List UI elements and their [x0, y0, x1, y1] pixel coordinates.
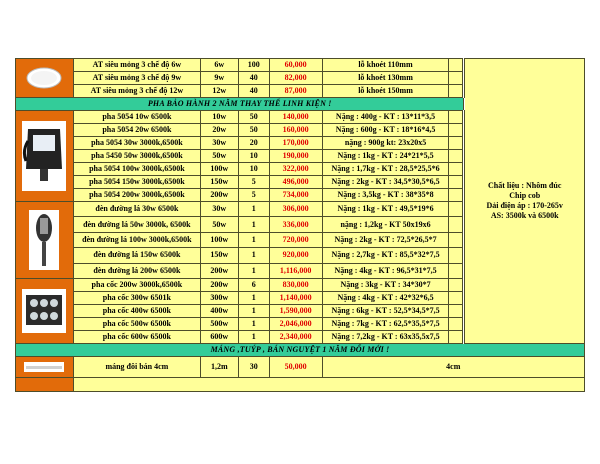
- quantity-value: 1: [238, 305, 269, 318]
- spec-description: nặng : 900g kt: 23x20x5: [322, 137, 449, 150]
- spec-description: lỗ khoét 150mm: [322, 85, 449, 98]
- price-value: 170,000: [269, 137, 322, 150]
- spec-description: lỗ khoét 110mm: [322, 59, 449, 72]
- product-name: pha cốc 600w 6500k: [73, 331, 200, 344]
- product-name: đèn đường lá 30w 6500k: [73, 202, 200, 217]
- spec-description: 4cm: [322, 357, 584, 378]
- spacer-cell: [449, 248, 464, 263]
- price-value: 1,590,000: [269, 305, 322, 318]
- quantity-value: 30: [238, 357, 269, 378]
- product-name: pha cốc 200w 3000k,6500k: [73, 279, 200, 292]
- spec-description: Nặng : 2kg - KT : 34,5*30,5*6,5: [322, 176, 449, 189]
- product-image-floodlight: [16, 111, 74, 202]
- product-name: pha 5054 10w 6500k: [73, 111, 200, 124]
- spacer-cell: [449, 111, 464, 124]
- spec-description: Nặng : 600g - KT : 18*16*4,5: [322, 124, 449, 137]
- price-value: 82,000: [269, 72, 322, 85]
- price-value: 1,140,000: [269, 292, 322, 305]
- quantity-value: 5: [238, 189, 269, 202]
- spec-description: Nặng : 3,5kg - KT : 38*35*8: [322, 189, 449, 202]
- product-name: pha cốc 300w 6501k: [73, 292, 200, 305]
- spacer-cell: [449, 163, 464, 176]
- price-value: 50,000: [269, 357, 322, 378]
- power-value: 9w: [200, 72, 238, 85]
- section-title: MÁNG ,TUÝP , BÁN NGUYỆT 1 NĂM ĐỔI MỚI !: [210, 345, 390, 354]
- product-name: pha cốc 400w 6500k: [73, 305, 200, 318]
- spec-description: Nặng : 2kg - KT : 72,5*26,5*7: [322, 232, 449, 247]
- empty-cell: [73, 378, 584, 392]
- section-row: [16, 344, 585, 357]
- empty-cell: [16, 378, 74, 392]
- quantity-value: 5: [238, 176, 269, 189]
- spec-description: lỗ khoét 130mm: [322, 72, 449, 85]
- price-value: 2,340,000: [269, 331, 322, 344]
- spacer-cell: [449, 232, 464, 247]
- product-image-streetlight: [16, 202, 74, 279]
- quantity-value: 1: [238, 263, 269, 278]
- spacer-cell: [449, 59, 464, 72]
- spec-description: Nặng : 6kg - KT : 52,5*34,5*7,5: [322, 305, 449, 318]
- product-name: pha 5450 50w 3000k,6500k: [73, 150, 200, 163]
- spacer-cell: [449, 331, 464, 344]
- quantity-value: 6: [238, 279, 269, 292]
- spec-description: Nặng : 400g - KT : 13*11*3,5: [322, 111, 449, 124]
- product-name: pha 5054 100w 3000k,6500k: [73, 163, 200, 176]
- price-value: 322,000: [269, 163, 322, 176]
- spec-description: Nặng : 7,2kg - KT : 63x35,5x7,5: [322, 331, 449, 344]
- spec-note-line: AS: 3500k và 6500k: [490, 211, 559, 220]
- power-value: 20w: [200, 124, 238, 137]
- spec-description: Nặng : 3kg - KT : 34*30*7: [322, 279, 449, 292]
- price-value: 496,000: [269, 176, 322, 189]
- product-image-tube: [16, 357, 74, 378]
- spacer-cell: [449, 137, 464, 150]
- product-name: đèn đường lá 200w 6500k: [73, 263, 200, 278]
- cob-floodlight-icon: [22, 289, 66, 333]
- spec-note-line: Dải điện áp : 170-265v: [486, 201, 563, 210]
- spec-description: Nặng : 1kg - KT : 24*21*5,5: [322, 150, 449, 163]
- product-name: pha cốc 500w 6500k: [73, 318, 200, 331]
- price-value: 920,000: [269, 248, 322, 263]
- power-value: 150w: [200, 176, 238, 189]
- warranty-2-years-banner: [16, 98, 464, 111]
- spacer-cell: [449, 72, 464, 85]
- power-value: 300w: [200, 292, 238, 305]
- quantity-value: 40: [238, 72, 269, 85]
- product-name: máng đôi bán 4cm: [73, 357, 200, 378]
- spec-description: Nặng : 4kg - KT : 96,5*31*7,5: [322, 263, 449, 278]
- power-value: 10w: [200, 111, 238, 124]
- spacer-cell: [449, 217, 464, 232]
- quantity-value: 1: [238, 202, 269, 217]
- table-row: [16, 59, 585, 72]
- price-value: 720,000: [269, 232, 322, 247]
- spec-note-line: Chất liệu : Nhôm đúc: [488, 181, 562, 190]
- product-name: pha 5054 30w 3000k,6500k: [73, 137, 200, 150]
- price-value: 830,000: [269, 279, 322, 292]
- floodlight-icon: [22, 121, 66, 191]
- price-value: 140,000: [269, 111, 322, 124]
- power-value: 400w: [200, 305, 238, 318]
- price-value: 2,046,000: [269, 318, 322, 331]
- product-image-cob: [16, 279, 74, 344]
- quantity-value: 1: [238, 292, 269, 305]
- quantity-value: 1: [238, 318, 269, 331]
- quantity-value: 1: [238, 331, 269, 344]
- spacer-cell: [449, 176, 464, 189]
- spacer-cell: [449, 150, 464, 163]
- power-value: 150w: [200, 248, 238, 263]
- power-value: 50w: [200, 217, 238, 232]
- price-value: 60,000: [269, 59, 322, 72]
- panel-light-icon: [24, 66, 64, 90]
- price-value: 160,000: [269, 124, 322, 137]
- section-title: PHA BẢO HÀNH 2 NĂM THAY THẾ LINH KIỆN !: [147, 99, 332, 108]
- notes-cell: [464, 59, 585, 344]
- quantity-value: 10: [238, 150, 269, 163]
- product-name: đèn đường lá 100w 3000k,6500k: [73, 232, 200, 247]
- price-value: 306,000: [269, 202, 322, 217]
- power-value: 200w: [200, 263, 238, 278]
- quantity-value: 10: [238, 163, 269, 176]
- tube-light-icon: [24, 362, 64, 372]
- quantity-value: 50: [238, 111, 269, 124]
- spacer-cell: [449, 263, 464, 278]
- spec-description: nặng : 1,2kg - KT 50x19x6: [322, 217, 449, 232]
- spec-description: Nặng : 1,7kg - KT : 28,5*25,5*6: [322, 163, 449, 176]
- power-value: 200w: [200, 189, 238, 202]
- spec-note-line: Chip cob: [509, 191, 541, 200]
- quantity-value: 100: [238, 59, 269, 72]
- product-image-panel: [16, 59, 74, 98]
- spacer-cell: [449, 124, 464, 137]
- spacer-cell: [449, 202, 464, 217]
- price-value: 87,000: [269, 85, 322, 98]
- power-value: 100w: [200, 232, 238, 247]
- product-name: AT siêu mỏng 3 chế độ 6w: [73, 59, 200, 72]
- product-name: AT siêu mỏng 3 chế độ 12w: [73, 85, 200, 98]
- power-value: 12w: [200, 85, 238, 98]
- power-value: 30w: [200, 137, 238, 150]
- quantity-value: 20: [238, 137, 269, 150]
- street-light-icon: [29, 210, 59, 270]
- spacer-cell: [449, 189, 464, 202]
- power-value: 100w: [200, 163, 238, 176]
- product-name: pha 5054 150w 3000k,6500k: [73, 176, 200, 189]
- power-value: 200w: [200, 279, 238, 292]
- quantity-value: 40: [238, 85, 269, 98]
- price-value: 336,000: [269, 217, 322, 232]
- quantity-value: 1: [238, 217, 269, 232]
- quantity-value: 50: [238, 124, 269, 137]
- spacer-cell: [449, 318, 464, 331]
- table-row: [16, 357, 585, 378]
- spacer-cell: [449, 85, 464, 98]
- product-name: AT siêu mỏng 3 chế độ 9w: [73, 72, 200, 85]
- price-value: 190,000: [269, 150, 322, 163]
- spec-description: Nặng : 2,7kg - KT : 85,5*32*7,5: [322, 248, 449, 263]
- price-value: 1,116,000: [269, 263, 322, 278]
- spec-description: Nặng : 7kg - KT : 62,5*35,5*7,5: [322, 318, 449, 331]
- power-value: 6w: [200, 59, 238, 72]
- spec-description: Nặng : 4kg - KT : 42*32*6,5: [322, 292, 449, 305]
- empty-row: [16, 378, 585, 392]
- product-name: đèn đường lá 150w 6500k: [73, 248, 200, 263]
- power-value: 600w: [200, 331, 238, 344]
- spec-description: Nặng : 1kg - KT : 49,5*19*6: [322, 202, 449, 217]
- power-value: 30w: [200, 202, 238, 217]
- spacer-cell: [449, 292, 464, 305]
- product-name: đèn đường lá 50w 3000k, 6500k: [73, 217, 200, 232]
- power-value: 500w: [200, 318, 238, 331]
- product-name: pha 5054 200w 3000k,6500k: [73, 189, 200, 202]
- product-name: pha 5054 20w 6500k: [73, 124, 200, 137]
- price-value: 734,000: [269, 189, 322, 202]
- spacer-cell: [449, 279, 464, 292]
- power-value: 1,2m: [200, 357, 238, 378]
- quantity-value: 1: [238, 232, 269, 247]
- warranty-1-year-banner: [16, 344, 585, 357]
- price-list-table: [15, 58, 585, 392]
- quantity-value: 1: [238, 248, 269, 263]
- power-value: 50w: [200, 150, 238, 163]
- spacer-cell: [449, 305, 464, 318]
